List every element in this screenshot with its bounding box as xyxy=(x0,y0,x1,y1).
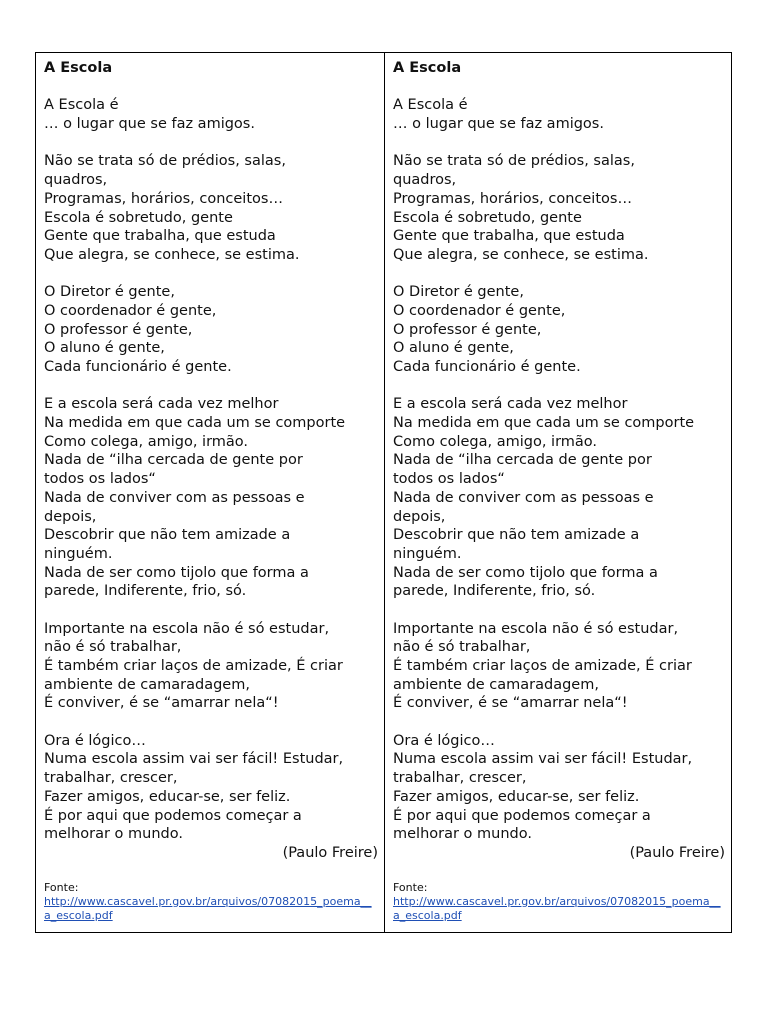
poem-line: … o lugar que se faz amigos. xyxy=(393,116,604,133)
poem-line: Como colega, amigo, irmão. xyxy=(393,433,598,450)
poem-line: não é só trabalhar, xyxy=(44,639,182,656)
poem-line: Gente que trabalha, que estuda xyxy=(393,228,625,245)
source-label: Fonte: xyxy=(393,880,428,894)
poem-line: parede, Indiferente, frio, só. xyxy=(393,583,596,600)
poem-line: Não se trata só de prédios, salas, xyxy=(393,153,635,170)
poem-column-left xyxy=(36,53,384,932)
poem-body xyxy=(44,96,378,844)
poem-line: É conviver, é se “amarrar nela“! xyxy=(393,695,628,712)
poem-line: Ora é lógico… xyxy=(44,732,146,749)
poem-line: Como colega, amigo, irmão. xyxy=(44,433,249,450)
poem-line: ninguém. xyxy=(393,545,462,562)
poem-line: O Diretor é gente, xyxy=(393,284,524,301)
poem-line: ninguém. xyxy=(44,545,113,562)
poem-line: É por aqui que podemos começar a xyxy=(44,807,302,824)
poem-line: É também criar laços de amizade, É criar xyxy=(393,658,692,674)
stanza-gap xyxy=(393,713,725,732)
poem-line: Numa escola assim vai ser fácil! Estudar, xyxy=(393,751,693,768)
poem-line: A Escola é xyxy=(44,97,119,114)
poem-line: O coordenador é gente, xyxy=(393,302,566,319)
poem-line: Na medida em que cada um se comporte xyxy=(393,415,695,432)
poem-line: Numa escola assim vai ser fácil! Estudar, xyxy=(44,751,344,768)
poem-line: ambiente de camaradagem, xyxy=(44,676,250,693)
poem-body xyxy=(393,96,725,844)
source-block xyxy=(393,881,725,923)
poem-line: Que alegra, se conhece, se estima. xyxy=(393,246,649,263)
poem-title: A Escola xyxy=(393,60,462,76)
stanza-gap xyxy=(393,134,725,153)
poem-line: A Escola é xyxy=(393,97,468,114)
poem-line: Descobrir que não tem amizade a xyxy=(393,527,640,544)
poem-line: Gente que trabalha, que estuda xyxy=(44,228,276,245)
poem-line: não é só trabalhar, xyxy=(393,639,531,656)
poem-line: E a escola será cada vez melhor xyxy=(393,396,628,413)
stanza-gap xyxy=(393,377,725,396)
poem-line: O professor é gente, xyxy=(44,321,193,338)
poem-author: (Paulo Freire) xyxy=(282,844,378,861)
poem-line: O Diretor é gente, xyxy=(44,284,175,301)
poem-column-right xyxy=(384,53,731,932)
poem-line: É por aqui que podemos começar a xyxy=(393,807,651,824)
poem-line: O professor é gente, xyxy=(393,321,542,338)
poem-line: Nada de conviver com as pessoas e xyxy=(44,489,305,506)
poem-line: ambiente de camaradagem, xyxy=(393,676,599,693)
poem-line: Escola é sobretudo, gente xyxy=(393,209,582,226)
poem-line: Escola é sobretudo, gente xyxy=(44,209,233,226)
poem-line: Descobrir que não tem amizade a xyxy=(44,527,291,544)
stanza-gap xyxy=(44,377,378,396)
poem-line: trabalhar, crescer, xyxy=(44,770,178,787)
spacer xyxy=(393,78,725,97)
poem-line: O aluno é gente, xyxy=(393,340,514,357)
poem-line: É conviver, é se “amarrar nela“! xyxy=(44,695,279,712)
poem-line: Fazer amigos, educar-se, ser feliz. xyxy=(393,788,640,805)
poem-line: Na medida em que cada um se comporte xyxy=(44,415,346,432)
poem-line: depois, xyxy=(44,508,97,525)
poem-line: … o lugar que se faz amigos. xyxy=(44,116,255,133)
poem-line: Importante na escola não é só estudar, xyxy=(393,620,679,637)
poem-table xyxy=(35,52,732,933)
stanza-gap xyxy=(393,265,725,284)
poem-line: parede, Indiferente, frio, só. xyxy=(44,583,247,600)
poem-line: Ora é lógico… xyxy=(393,732,495,749)
poem-line: todos os lados“ xyxy=(44,471,156,488)
poem-line: O aluno é gente, xyxy=(44,340,165,357)
poem-line: todos os lados“ xyxy=(393,471,505,488)
poem-line: trabalhar, crescer, xyxy=(393,770,527,787)
poem-line: Cada funcionário é gente. xyxy=(393,359,581,375)
stanza-gap xyxy=(44,265,378,284)
poem-line: Fazer amigos, educar-se, ser feliz. xyxy=(44,788,291,805)
poem-title: A Escola xyxy=(44,60,113,76)
stanza-gap xyxy=(44,713,378,732)
poem-line: Não se trata só de prédios, salas, xyxy=(44,153,286,170)
poem-line: melhorar o mundo. xyxy=(393,826,532,843)
poem-line: E a escola será cada vez melhor xyxy=(44,396,279,413)
source-label: Fonte: xyxy=(44,880,79,894)
poem-line: Nada de conviver com as pessoas e xyxy=(393,489,654,506)
poem-line: melhorar o mundo. xyxy=(44,826,183,843)
poem-line: quadros, xyxy=(44,172,108,189)
source-link[interactable]: http://www.cascavel.pr.gov.br/arquivos/07082015_poema__a_escola.pdf xyxy=(44,894,372,922)
poem-line: Importante na escola não é só estudar, xyxy=(44,620,330,637)
spacer xyxy=(44,78,378,97)
poem-line: O coordenador é gente, xyxy=(44,302,217,319)
poem-line: Cada funcionário é gente. xyxy=(44,359,232,375)
stanza-gap xyxy=(393,601,725,620)
poem-line: Nada de ser como tijolo que forma a xyxy=(393,564,658,581)
poem-line: Programas, horários, conceitos… xyxy=(393,190,632,207)
poem-line: Nada de “ilha cercada de gente por xyxy=(393,452,652,469)
stanza-gap xyxy=(44,601,378,620)
stanza-gap xyxy=(44,134,378,153)
poem-line: quadros, xyxy=(393,172,457,189)
poem-line: depois, xyxy=(393,508,446,525)
poem-line: Nada de ser como tijolo que forma a xyxy=(44,564,309,581)
poem-line: Programas, horários, conceitos… xyxy=(44,190,283,207)
source-block xyxy=(44,881,378,923)
poem-author: (Paulo Freire) xyxy=(629,844,725,861)
poem-line: Nada de “ilha cercada de gente por xyxy=(44,452,303,469)
poem-line: É também criar laços de amizade, É criar xyxy=(44,658,343,674)
poem-line: Que alegra, se conhece, se estima. xyxy=(44,246,300,263)
source-link[interactable]: http://www.cascavel.pr.gov.br/arquivos/07082015_poema__a_escola.pdf xyxy=(393,894,721,922)
